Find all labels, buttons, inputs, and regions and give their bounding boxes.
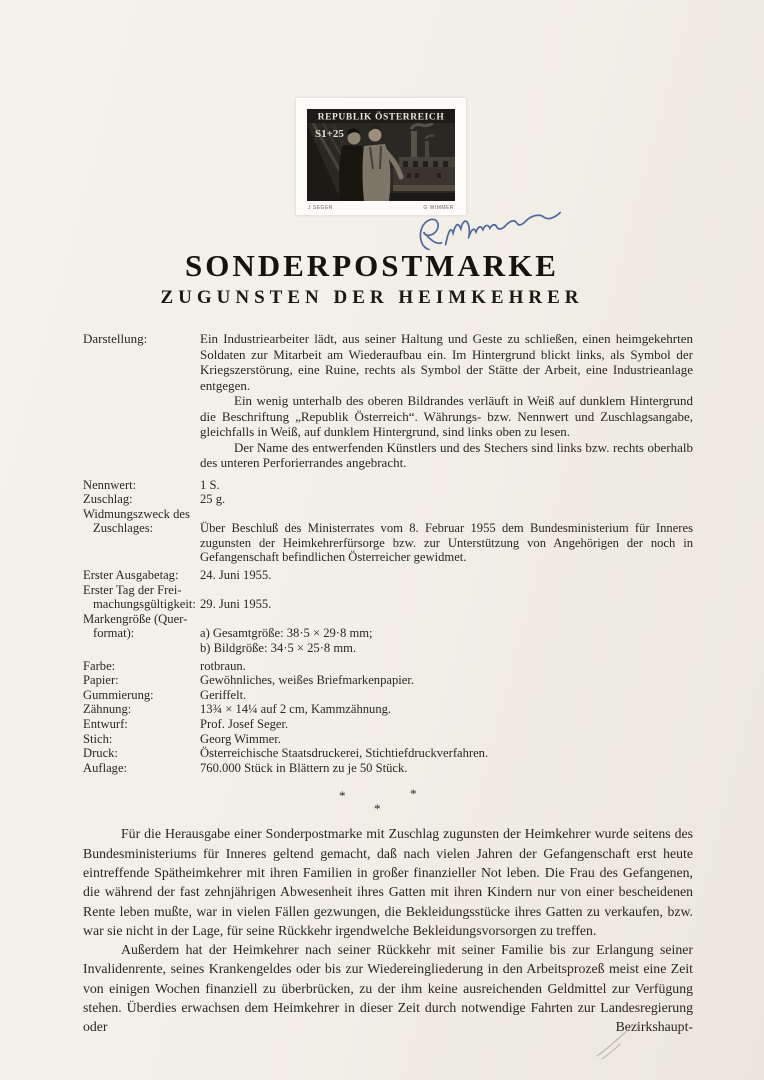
spec-label: Markengröße (Quer- format): [83, 611, 188, 641]
stamp-denomination-label: S1+25 [315, 128, 344, 140]
spec-row-ausgabetag [83, 568, 693, 583]
spec-row-nennwert [83, 478, 693, 493]
spec-row-zaehnung [83, 702, 693, 717]
spec-value: Geriffelt. [200, 687, 247, 702]
spec-label: Nennwert: [83, 477, 137, 492]
asterisk-separator [83, 786, 693, 818]
body-paragraph: Außerdem hat der Heimkehrer nach seiner Rückkehr mit seiner Familie bis zur Erlangung seiner Invalidenrente, seines Krankengeldes oder bis zur Wiedereingliederung in den Arbeitsprozeß meist eine Zeit von einigen Wochen finanziell zu überbrücken, zu der ihm keine ausreichenden Geldmittel zur Verfügung stehen. Überdies erwachsen dem Heimkehrer in dieser Zeit durch notwendige Fahrten zur Landesregierung oder Bezirkshaupt- [83, 942, 693, 1035]
content-column [83, 331, 693, 1037]
spec-row-zuschlag [83, 492, 693, 507]
darstellung-label: Darstellung: [83, 331, 148, 346]
body-text [83, 824, 693, 1036]
stamp-country-label: REPUBLIK ÖSTERREICH [317, 112, 445, 123]
spec-value: 1 S. [200, 477, 220, 492]
spec-value: a) Gesamtgröße: 38·5 × 29·8 mm; b) Bildgröße: 34·5 × 25·8 mm. [200, 626, 373, 656]
spec-value: Gewöhnliches, weißes Briefmarkenpapier. [200, 673, 415, 688]
spec-value: 25 g. [200, 492, 226, 507]
spec-row-druck [83, 746, 693, 761]
spec-label: Erster Ausgabetag: [83, 568, 179, 583]
stamp-image [307, 109, 455, 201]
spec-value: Über Beschluß des Ministerrates vom 8. Februar 1955 dem Bundesministerium für Inneres zugunsten der Heimkehrerfürsorge bzw. zur Unterstützung von Angehörigen der noch in Gefangenschaft befindlichen Österreicher gewidmet. [200, 521, 693, 565]
stamp-proof-sheet [296, 98, 466, 215]
spec-row-entwurf [83, 717, 693, 732]
darstellung-paragraph: Ein wenig unterhalb des oberen Bildrandes verläuft in Weiß auf dunklem Hintergrund die Beschriftung „Republik Österreich“. Währungs- bzw. Nennwert und Zuschlagsangabe, gleichfalls in Weiß, auf dunklem Hintergrund, sind links oben zu lesen. [200, 393, 693, 439]
spec-table [83, 478, 693, 776]
separator-asterisk: * [374, 801, 381, 817]
spec-value: Prof. Josef Seger. [200, 717, 289, 731]
spec-label: Zuschlag: [83, 492, 133, 507]
spec-label: Widmungszweck des Zuschlages: [83, 506, 190, 536]
spec-label: Farbe: [83, 658, 116, 673]
spec-row-farbe [83, 659, 693, 674]
darstellung-paragraph: Der Name des entwerfenden Künstlers und des Stechers sind links bzw. rechts oberhalb des unteren Perforierrandes angebracht. [200, 439, 693, 470]
spec-value: 760.000 Stück in Blättern zu je 50 Stück. [200, 760, 408, 775]
spec-value: Österreichische Staatsdruckerei, Stichtiefdruckverfahren. [200, 746, 489, 761]
heading-block [52, 250, 692, 309]
spec-value: 13¾ × 14¼ auf 2 cm, Kammzähnung. [200, 702, 392, 717]
spec-value: rotbraun. [200, 658, 246, 673]
spec-row-auflage [83, 761, 693, 776]
spec-row-widmungszweck [83, 507, 693, 565]
separator-asterisk: * [339, 788, 346, 804]
body-paragraph: Für die Herausgabe einer Sonderpostmarke mit Zuschlag zugunsten der Heimkehrer wurde seitens des Bundesministeriums für Inneres geltend gemacht, daß nach vielen Jahren der Gefangenschaft erst heute eintreffende Spätheimkehrer mit ihren Familien in großer finanzieller Not leben. Die Frau des Gefangenen, die während der fast zehnjährigen Abwesenheit ihres Gatten mit ihren Kindern nur von einer bescheidenen Rente leben mußte, war in vielen Fällen gezwungen, die Bekleidungsstücke ihres Gatten zu verkaufen, bzw. war sie nicht in der Lage, für seine Rückkehr irgendwelche Bekleidungsvorsorgen zu treffen. [83, 826, 693, 938]
spec-value: Georg Wimmer. [200, 731, 281, 746]
spec-label: Erster Tag der Frei- machungsgültigkeit: [83, 582, 196, 612]
spec-value: 24. Juni 1955. [200, 568, 272, 583]
spec-label: Druck: [83, 746, 118, 761]
page-title: SONDERPOSTMARKE [185, 248, 559, 283]
stamp-engraver-mark: G WIMMER [423, 205, 454, 211]
spec-label: Auflage: [83, 760, 128, 775]
spec-label: Papier: [83, 673, 119, 688]
darstellung-text [200, 331, 693, 471]
page-subtitle: ZUGUNSTEN DER HEIMKEHRER [160, 287, 584, 308]
separator-asterisk: * [410, 786, 417, 802]
darstellung-paragraph: Ein Industriearbeiter lädt, aus seiner Haltung und Geste zu schließen, einen heimgekehrten Soldaten zur Mitarbeit am Wiederaufbau ein. Im Hintergrund blickt links, als Symbol der Kriegszerstörung, eine Ruine, rechts als Symbol der Stätte der Arbeit, eine Industrieanlage entgegen. [200, 331, 693, 393]
stamp-designer-mark: J SEGER [308, 205, 333, 211]
spec-row-stich [83, 732, 693, 747]
spec-label: Gummierung: [83, 687, 154, 702]
spec-value: 29. Juni 1955. [200, 597, 272, 612]
pencil-mark [585, 1010, 655, 1068]
spec-label: Stich: [83, 731, 113, 746]
spec-row-markengroesse [83, 612, 693, 656]
spec-row-gummierung [83, 688, 693, 703]
darstellung-row [83, 331, 693, 471]
spec-row-papier [83, 673, 693, 688]
spec-label: Entwurf: [83, 717, 128, 731]
spec-label: Zähnung: [83, 702, 132, 717]
spec-row-freimachung [83, 583, 693, 612]
